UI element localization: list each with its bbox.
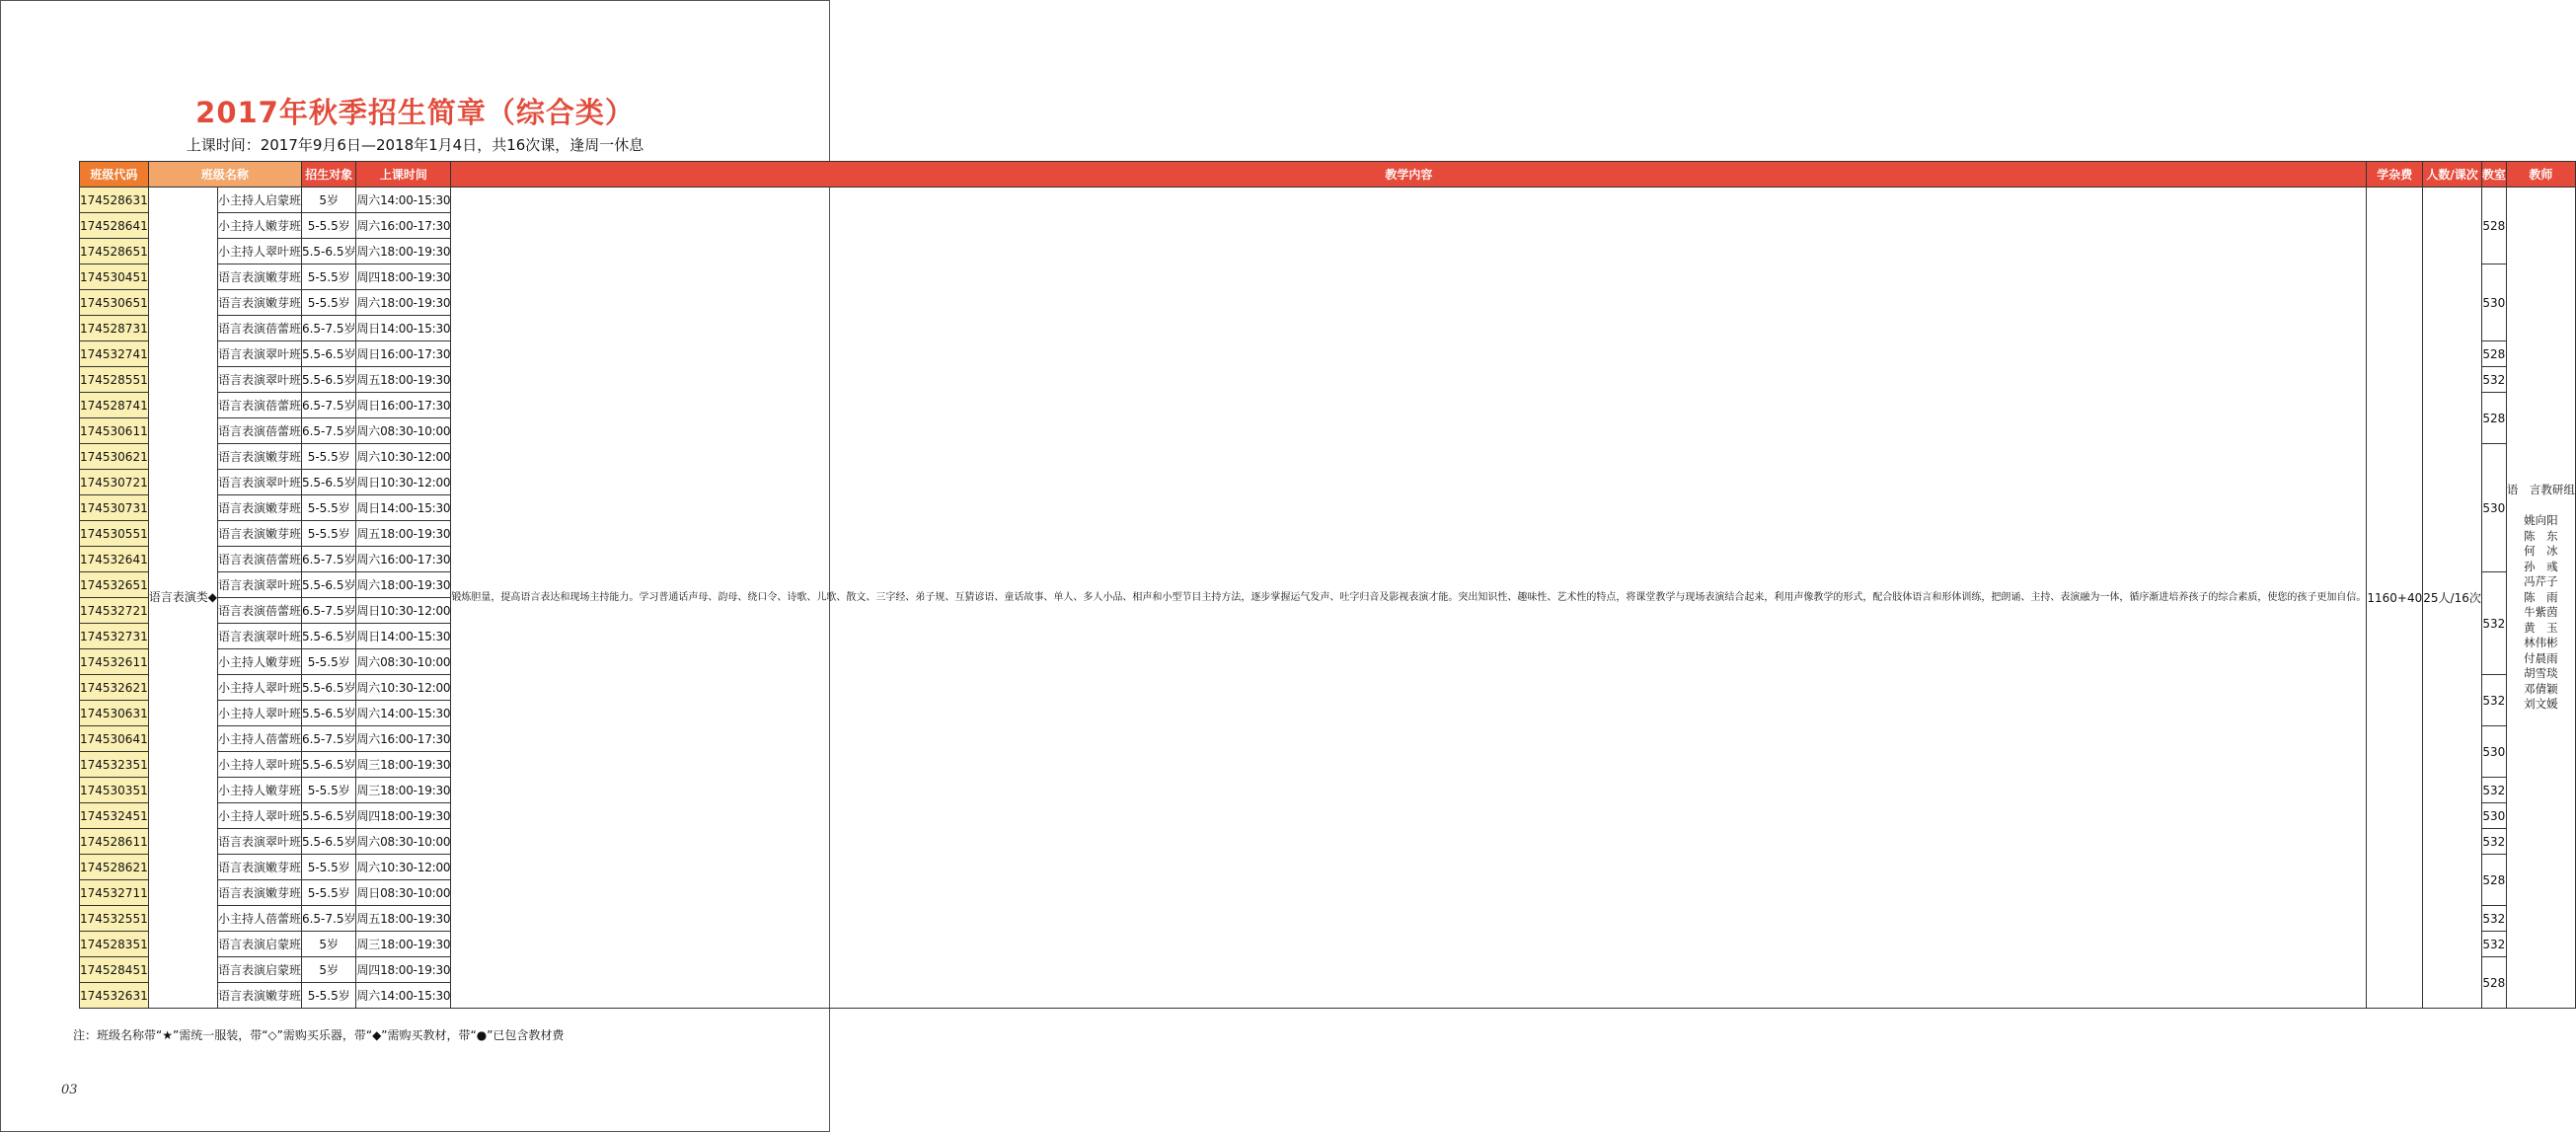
teacher-name: 陈 雨 <box>2524 589 2558 604</box>
room-cell: 532 <box>2481 367 2506 393</box>
footnote: 注：班级名称带“★”需统一服装，带“◇”需购买乐器，带“◆”需购买教材，带“●”已包含教材费 <box>73 1028 565 1042</box>
class-code-cell: 174528611 <box>80 829 149 855</box>
time-cell: 周六18:00-19:30 <box>356 239 451 264</box>
time-cell: 周六14:00-15:30 <box>356 983 451 1009</box>
room-cell: 530 <box>2481 264 2506 341</box>
class-name-cell: 语言表演嫩芽班 <box>217 264 301 290</box>
time-cell: 周五18:00-19:30 <box>356 906 451 932</box>
time-cell: 周六18:00-19:30 <box>356 290 451 316</box>
fee-cell: 1160+40 <box>2367 188 2423 1009</box>
class-code-cell: 174532551 <box>80 906 149 932</box>
class-code-cell: 174528731 <box>80 316 149 341</box>
class-name-cell: 小主持人启蒙班 <box>217 188 301 213</box>
class-code-cell: 174528551 <box>80 367 149 393</box>
header-content: 教学内容 <box>451 162 2367 188</box>
class-name-cell: 小主持人翠叶班 <box>217 675 301 701</box>
class-name-cell: 小主持人嫩芽班 <box>217 778 301 803</box>
age-cell: 5岁 <box>301 188 356 213</box>
time-cell: 周六10:30-12:00 <box>356 444 451 470</box>
time-cell: 周日14:00-15:30 <box>356 624 451 649</box>
class-name-cell: 语言表演嫩芽班 <box>217 855 301 880</box>
class-name-cell: 小主持人嫩芽班 <box>217 649 301 675</box>
teacher-name: 何 冰 <box>2524 544 2558 559</box>
age-cell: 5-5.5岁 <box>301 649 356 675</box>
class-name-cell: 小主持人翠叶班 <box>217 239 301 264</box>
teacher-name: 刘文媛 <box>2524 697 2558 712</box>
teacher-name: 冯芹子 <box>2524 574 2558 589</box>
age-cell: 5-5.5岁 <box>301 855 356 880</box>
room-cell: 530 <box>2481 444 2506 572</box>
room-cell: 528 <box>2481 393 2506 444</box>
teacher-spacer <box>2507 498 2575 514</box>
age-cell: 5.5-6.5岁 <box>301 803 356 829</box>
class-code-cell: 174530731 <box>80 495 149 521</box>
age-cell: 5.5-6.5岁 <box>301 675 356 701</box>
teacher-name: 付晨雨 <box>2524 650 2558 665</box>
class-name-cell: 语言表演翠叶班 <box>217 829 301 855</box>
class-code-cell: 174528651 <box>80 239 149 264</box>
time-cell: 周六16:00-17:30 <box>356 213 451 239</box>
teacher-name: 牛紫茵 <box>2524 605 2558 620</box>
table-row <box>80 188 2576 213</box>
class-code-cell: 174530631 <box>80 701 149 726</box>
class-code-cell: 174532731 <box>80 624 149 649</box>
header-room: 教室 <box>2481 162 2506 188</box>
page-title: 2017年秋季招生简章（综合类） <box>195 96 635 129</box>
time-cell: 周六18:00-19:30 <box>356 572 451 598</box>
teacher-name: 胡雪琰 <box>2524 666 2558 681</box>
room-cell: 528 <box>2481 957 2506 1009</box>
class-code-cell: 174532711 <box>80 880 149 906</box>
age-cell: 6.5-7.5岁 <box>301 726 356 752</box>
page-subtitle: 上课时间：2017年9月6日—2018年1月4日，共16次课，逢周一休息 <box>186 136 644 154</box>
class-code-cell: 174528451 <box>80 957 149 983</box>
class-code-cell: 174528621 <box>80 855 149 880</box>
table-header-row <box>80 162 2576 188</box>
class-code-cell: 174528741 <box>80 393 149 418</box>
time-cell: 周四18:00-19:30 <box>356 957 451 983</box>
class-code-cell: 174528351 <box>80 932 149 957</box>
class-code-cell: 174532451 <box>80 803 149 829</box>
room-cell: 532 <box>2481 829 2506 855</box>
room-cell: 532 <box>2481 778 2506 803</box>
header-name: 班级名称 <box>148 162 301 188</box>
class-name-cell: 小主持人蓓蕾班 <box>217 906 301 932</box>
content-cell: 锻炼胆量，提高语言表达和现场主持能力。学习普通话声母、韵母、绕口令、诗歌、儿歌、散文、三字经、弟子规、互猜谚语、童话故事、单人、多人小品、相声和小型节目主持方法，逐步掌握运气发声、吐字归音及影视表演才能。突出知识性、趣味性、艺术性的特点，将课堂教学与现场表演结合起来，利用声像教学的形式，配合肢体语言和形体训练，把朗诵、主持、表演融为一体，循序渐进培养孩子的综合素质，使您的孩子更加自信。 <box>451 188 2367 1009</box>
time-cell: 周六16:00-17:30 <box>356 726 451 752</box>
class-name-cell: 语言表演启蒙班 <box>217 932 301 957</box>
teacher-name: 姚向阳 <box>2524 513 2558 528</box>
age-cell: 5-5.5岁 <box>301 444 356 470</box>
age-cell: 5.5-6.5岁 <box>301 572 356 598</box>
age-cell: 5-5.5岁 <box>301 521 356 547</box>
time-cell: 周六08:30-10:00 <box>356 829 451 855</box>
time-cell: 周日16:00-17:30 <box>356 393 451 418</box>
class-name-cell: 小主持人翠叶班 <box>217 701 301 726</box>
age-cell: 5.5-6.5岁 <box>301 367 356 393</box>
room-cell: 528 <box>2481 855 2506 906</box>
header-time: 上课时间 <box>356 162 451 188</box>
room-cell: 532 <box>2481 572 2506 675</box>
class-name-cell: 语言表演翠叶班 <box>217 367 301 393</box>
page-number: 03 <box>61 1083 78 1097</box>
class-code-cell: 174532631 <box>80 983 149 1009</box>
time-cell: 周六14:00-15:30 <box>356 188 451 213</box>
time-cell: 周五18:00-19:30 <box>356 521 451 547</box>
time-cell: 周六14:00-15:30 <box>356 701 451 726</box>
class-code-cell: 174528641 <box>80 213 149 239</box>
class-name-cell: 小主持人嫩芽班 <box>217 213 301 239</box>
age-cell: 5-5.5岁 <box>301 290 356 316</box>
room-cell: 528 <box>2481 188 2506 264</box>
age-cell: 6.5-7.5岁 <box>301 598 356 624</box>
teacher-name: 林伟彬 <box>2524 636 2558 650</box>
age-cell: 5.5-6.5岁 <box>301 752 356 778</box>
class-name-cell: 语言表演嫩芽班 <box>217 983 301 1009</box>
table-body <box>80 188 2576 1009</box>
class-name-cell: 语言表演嫩芽班 <box>217 495 301 521</box>
class-code-cell: 174532351 <box>80 752 149 778</box>
room-cell: 532 <box>2481 675 2506 726</box>
teacher-name: 黄 玉 <box>2524 620 2558 635</box>
time-cell: 周日14:00-15:30 <box>356 316 451 341</box>
age-cell: 5.5-6.5岁 <box>301 239 356 264</box>
header-teacher: 教师 <box>2506 162 2575 188</box>
time-cell: 周六16:00-17:30 <box>356 547 451 572</box>
time-cell: 周四18:00-19:30 <box>356 803 451 829</box>
class-code-cell: 174532721 <box>80 598 149 624</box>
age-cell: 6.5-7.5岁 <box>301 547 356 572</box>
age-cell: 6.5-7.5岁 <box>301 418 356 444</box>
class-name-cell: 语言表演嫩芽班 <box>217 444 301 470</box>
class-name-cell: 语言表演翠叶班 <box>217 572 301 598</box>
size-cell: 25人/16次 <box>2423 188 2482 1009</box>
class-code-cell: 174528631 <box>80 188 149 213</box>
class-code-cell: 174532651 <box>80 572 149 598</box>
time-cell: 周日16:00-17:30 <box>356 341 451 367</box>
age-cell: 5.5-6.5岁 <box>301 701 356 726</box>
time-cell: 周三18:00-19:30 <box>356 932 451 957</box>
class-name-cell: 语言表演嫩芽班 <box>217 880 301 906</box>
class-name-cell: 语言表演嫩芽班 <box>217 521 301 547</box>
age-cell: 5-5.5岁 <box>301 213 356 239</box>
room-cell: 528 <box>2481 341 2506 367</box>
age-cell: 5-5.5岁 <box>301 495 356 521</box>
class-code-cell: 174532621 <box>80 675 149 701</box>
age-cell: 5岁 <box>301 932 356 957</box>
teacher-name: 邓倩颖 <box>2524 681 2558 696</box>
class-name-cell: 语言表演蓓蕾班 <box>217 316 301 341</box>
room-cell: 532 <box>2481 906 2506 932</box>
age-cell: 5-5.5岁 <box>301 264 356 290</box>
time-cell: 周日14:00-15:30 <box>356 495 451 521</box>
class-code-cell: 174530641 <box>80 726 149 752</box>
header-age: 招生对象 <box>301 162 356 188</box>
time-cell: 周六10:30-12:00 <box>356 675 451 701</box>
time-cell: 周三18:00-19:30 <box>356 778 451 803</box>
time-cell: 周五18:00-19:30 <box>356 367 451 393</box>
class-name-cell: 语言表演嫩芽班 <box>217 290 301 316</box>
room-cell: 532 <box>2481 932 2506 957</box>
teacher-cell <box>2506 188 2575 1009</box>
class-code-cell: 174530611 <box>80 418 149 444</box>
time-cell: 周六10:30-12:00 <box>356 855 451 880</box>
class-code-cell: 174532741 <box>80 341 149 367</box>
time-cell: 周六08:30-10:00 <box>356 649 451 675</box>
time-cell: 周四18:00-19:30 <box>356 264 451 290</box>
class-name-cell: 语言表演蓓蕾班 <box>217 598 301 624</box>
category-cell: 语言表演类◆ <box>148 188 217 1009</box>
class-name-cell: 小主持人蓓蕾班 <box>217 726 301 752</box>
class-name-cell: 语言表演翠叶班 <box>217 624 301 649</box>
age-cell: 5.5-6.5岁 <box>301 829 356 855</box>
class-name-cell: 语言表演蓓蕾班 <box>217 418 301 444</box>
header-code: 班级代码 <box>80 162 149 188</box>
class-code-cell: 174532611 <box>80 649 149 675</box>
age-cell: 6.5-7.5岁 <box>301 316 356 341</box>
age-cell: 5-5.5岁 <box>301 778 356 803</box>
class-name-cell: 语言表演翠叶班 <box>217 341 301 367</box>
room-cell: 530 <box>2481 803 2506 829</box>
age-cell: 6.5-7.5岁 <box>301 393 356 418</box>
age-cell: 6.5-7.5岁 <box>301 906 356 932</box>
teacher-name: 陈 东 <box>2524 528 2558 543</box>
age-cell: 5.5-6.5岁 <box>301 470 356 495</box>
time-cell: 周日10:30-12:00 <box>356 598 451 624</box>
room-cell: 530 <box>2481 726 2506 778</box>
teacher-group: 语 言教研组 <box>2506 483 2575 497</box>
age-cell: 5.5-6.5岁 <box>301 624 356 649</box>
header-fee: 学杂费 <box>2367 162 2423 188</box>
class-code-cell: 174530451 <box>80 264 149 290</box>
time-cell: 周日08:30-10:00 <box>356 880 451 906</box>
header-size: 人数/课次 <box>2423 162 2482 188</box>
schedule-table <box>79 161 2576 1009</box>
class-name-cell: 小主持人翠叶班 <box>217 803 301 829</box>
age-cell: 5岁 <box>301 957 356 983</box>
class-code-cell: 174530651 <box>80 290 149 316</box>
teacher-name: 孙 彧 <box>2524 559 2558 573</box>
age-cell: 5-5.5岁 <box>301 983 356 1009</box>
class-name-cell: 语言表演蓓蕾班 <box>217 547 301 572</box>
age-cell: 5-5.5岁 <box>301 880 356 906</box>
age-cell: 5.5-6.5岁 <box>301 341 356 367</box>
class-name-cell: 语言表演启蒙班 <box>217 957 301 983</box>
class-name-cell: 小主持人翠叶班 <box>217 752 301 778</box>
class-code-cell: 174530551 <box>80 521 149 547</box>
class-code-cell: 174530721 <box>80 470 149 495</box>
class-name-cell: 语言表演翠叶班 <box>217 470 301 495</box>
class-code-cell: 174532641 <box>80 547 149 572</box>
time-cell: 周六08:30-10:00 <box>356 418 451 444</box>
class-name-cell: 语言表演蓓蕾班 <box>217 393 301 418</box>
time-cell: 周三18:00-19:30 <box>356 752 451 778</box>
class-code-cell: 174530621 <box>80 444 149 470</box>
class-code-cell: 174530351 <box>80 778 149 803</box>
time-cell: 周日10:30-12:00 <box>356 470 451 495</box>
